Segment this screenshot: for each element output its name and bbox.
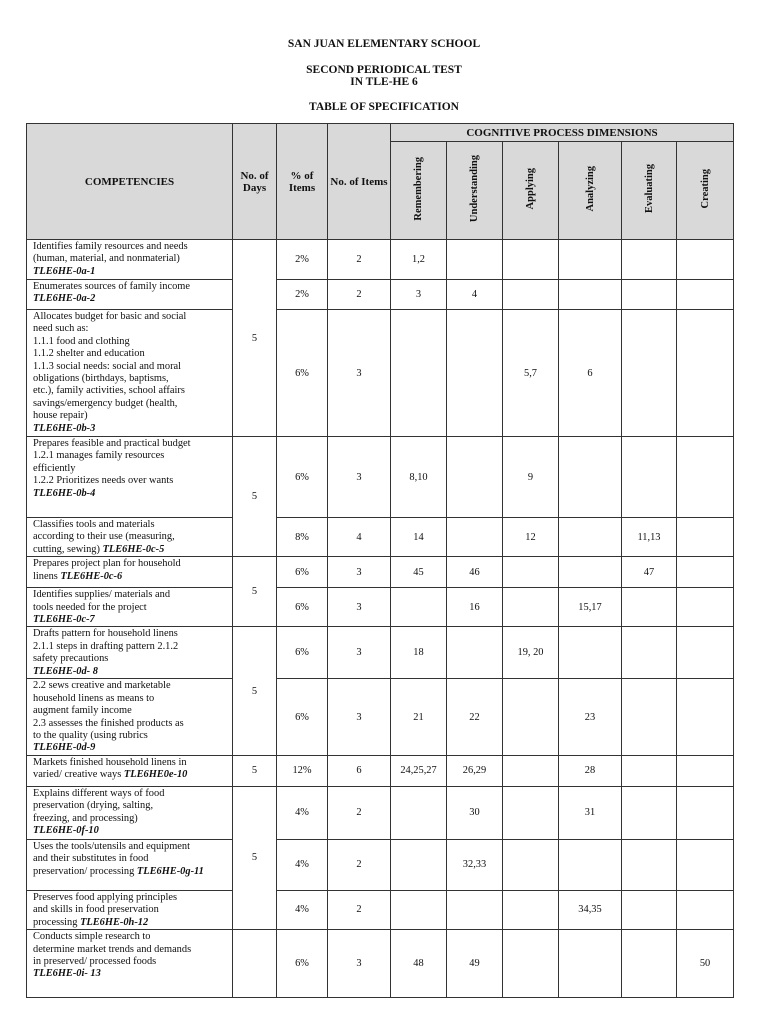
evaluating-cell [622,280,677,310]
percent-cell: 6% [277,310,328,437]
applying-cell [503,930,559,998]
competency-text: augment family income [33,705,132,717]
competency-cell [27,240,233,280]
competency-code: TLE6HE-0h-12 [80,916,149,928]
competency-text: savings/emergency budget (health, [33,397,178,409]
remembering-label: Remembering [413,157,424,221]
competency-code: TLE6HE-0d- 8 [33,665,98,677]
competency-text: 2.2 sews creative and marketable [33,680,171,692]
evaluating-cell: 11,13 [622,518,677,557]
competency-text: household linens as means to [33,692,155,704]
remembering-cell: 24,25,27 [391,755,447,786]
evaluating-cell [622,890,677,929]
days-cell: 5 [233,557,277,627]
evaluating-cell [622,930,677,998]
remembering-cell: 3 [391,280,447,310]
remembering-cell: 14 [391,518,447,557]
understanding-label: Understanding [469,155,480,223]
competency-text: in preserved/ processed foods [33,955,157,967]
school-name: SAN JUAN ELEMENTARY SCHOOL [287,38,481,50]
competency-text: need such as: [33,323,89,335]
analyzing-cell [559,437,622,518]
creating-cell [677,240,734,280]
understanding-cell: 49 [447,930,503,998]
table-row [27,755,734,786]
competency-text: etc.), family activities, school affairs [33,385,185,397]
competency-code: TLE6HE-0f-10 [33,825,99,837]
remembering-cell [391,310,447,437]
competency-cell [27,679,233,755]
competency-text: efficiently [33,462,76,474]
competency-text: 1.1.1 food and clothing [33,335,130,347]
competency-text: Drafts pattern for household linens [33,628,178,640]
remembering-cell [391,839,447,890]
understanding-cell [447,890,503,929]
competency-cell [27,839,233,890]
remembering-cell: 1,2 [391,240,447,280]
remembering-cell: 45 [391,557,447,588]
competency-code: TLE6HE0e-10 [123,769,188,781]
evaluating-cell [622,627,677,679]
understanding-cell: 46 [447,557,503,588]
competency-text: Classifies tools and materials [33,519,155,530]
items-cell: 3 [328,930,391,998]
applying-cell: 9 [503,437,559,518]
competency-code: TLE6HE-0c-5 [102,543,165,555]
applying-cell [503,890,559,929]
percent-cell: 4% [277,839,328,890]
creating-cell [677,679,734,755]
percent-cell: 4% [277,786,328,839]
creating-cell [677,890,734,929]
table-row [27,518,734,557]
table-row [27,437,734,518]
items-cell: 2 [328,240,391,280]
applying-cell: 5,7 [503,310,559,437]
table-row [27,786,734,839]
percent-cell: 2% [277,280,328,310]
percent-cell: 6% [277,557,328,588]
days-cell: 5 [233,437,277,557]
items-cell: 3 [328,437,391,518]
competency-cell [27,930,233,998]
days-cell: 5 [233,755,277,786]
evaluating-cell [622,437,677,518]
competency-text: Identifies supplies/ materials and [33,589,171,601]
competency-cell [27,786,233,839]
table-row [27,679,734,755]
creating-label: Creating [699,169,711,209]
items-cell: 3 [328,679,391,755]
competency-text: cutting, sewing) [33,543,100,555]
applying-label: Applying [525,168,536,210]
creating-cell [677,755,734,786]
understanding-cell: 26,29 [447,755,503,786]
items-cell: 2 [328,890,391,929]
creating-cell [677,437,734,518]
competency-text: 1.1.3 social needs: social and moral [33,360,182,372]
test-subject: IN TLE-HE 6 [350,76,418,88]
percent-cell: 6% [277,627,328,679]
table-row [27,240,734,280]
items-cell: 3 [328,557,391,588]
competency-cell [27,755,233,786]
analyzing-cell [559,627,622,679]
understanding-header [447,142,503,240]
applying-cell [503,755,559,786]
analyzing-cell: 34,35 [559,890,622,929]
days-cell [233,930,277,998]
competency-cell [27,518,233,557]
remembering-cell [391,890,447,929]
competency-code: TLE6HE-0i- 13 [33,968,101,980]
items-header: No. of Items [328,124,391,240]
competency-code: TLE6HE-0a-2 [33,293,96,305]
test-title: SECOND PERIODICAL TEST [306,64,462,76]
table-row [27,588,734,627]
items-cell: 3 [328,310,391,437]
competency-text: Preserves food applying principles [33,891,177,903]
days-cell: 5 [233,240,277,437]
analyzing-cell [559,280,622,310]
competency-text: and their substitutes in food [33,853,149,865]
evaluating-cell [622,786,677,839]
competency-text: varied/ creative ways [33,769,122,781]
evaluating-cell [622,310,677,437]
analyzing-cell: 31 [559,786,622,839]
competency-code: TLE6HE-0c-7 [33,614,95,626]
remembering-header [391,142,447,240]
competency-text: Enumerates sources of family income [33,281,190,292]
competency-text: Identifies family resources and needs [33,241,188,252]
competency-cell [27,627,233,679]
competency-text: 2.1.1 steps in drafting pattern 2.1.2 [33,640,179,652]
competency-text: 1.1.2 shelter and education [33,348,145,360]
table-body [27,240,734,998]
table-row [27,890,734,929]
days-cell: 5 [233,786,277,929]
table-row [27,627,734,679]
competency-text: Markets finished household linens in [33,756,187,768]
items-cell: 3 [328,627,391,679]
competency-code: TLE6HE-0b-3 [33,422,96,434]
percent-cell: 6% [277,930,328,998]
competency-text: linens [33,570,58,582]
understanding-cell [447,518,503,557]
cognitive-dimensions-header: COGNITIVE PROCESS DIMENSIONS [391,124,734,142]
evaluating-header [622,142,677,240]
competency-code: TLE6HE-0c-6 [60,570,123,582]
applying-cell [503,786,559,839]
competency-text: preservation (drying, salting, [33,800,154,812]
analyzing-cell: 28 [559,755,622,786]
competency-text: to the quality (using rubrics [33,730,148,742]
applying-cell [503,679,559,755]
competency-text: determine market trends and demands [33,943,192,955]
analyzing-cell: 23 [559,679,622,755]
analyzing-cell: 15,17 [559,588,622,627]
applying-cell [503,557,559,588]
table-row [27,930,734,998]
understanding-cell [447,310,503,437]
evaluating-cell [622,588,677,627]
understanding-cell: 30 [447,786,503,839]
table-row [27,280,734,310]
creating-cell [677,786,734,839]
competency-text: processing [33,916,78,928]
analyzing-label: Analyzing [584,166,596,212]
creating-cell [677,310,734,437]
competency-code: TLE6HE-0a-1 [33,265,96,277]
percent-cell: 8% [277,518,328,557]
competency-text: 1.2.1 manages family resources [33,450,165,462]
days-header: No. of Days [233,124,277,240]
analyzing-cell: 6 [559,310,622,437]
competency-text: (human, material, and nonmaterial) [33,253,180,265]
table-row [27,557,734,588]
applying-cell [503,839,559,890]
percent-cell: 6% [277,437,328,518]
creating-cell [677,557,734,588]
evaluating-cell [622,240,677,280]
items-cell: 2 [328,786,391,839]
percent-cell: 12% [277,755,328,786]
analyzing-cell [559,839,622,890]
competency-text: Conducts simple research to [33,931,151,943]
understanding-cell [447,627,503,679]
creating-header [677,142,734,240]
competency-text: safety precautions [33,653,109,665]
percent-cell: 2% [277,240,328,280]
evaluating-cell [622,839,677,890]
competency-cell [27,280,233,310]
competency-text: preservation/ processing [33,865,135,877]
applying-cell [503,280,559,310]
remembering-cell: 21 [391,679,447,755]
analyzing-cell [559,518,622,557]
understanding-cell: 4 [447,280,503,310]
applying-cell [503,240,559,280]
remembering-cell: 48 [391,930,447,998]
remembering-cell [391,588,447,627]
percent-cell: 6% [277,588,328,627]
competency-text: house repair) [33,410,88,422]
creating-cell [677,280,734,310]
competency-code: TLE6HE-0g-11 [136,865,204,877]
competency-text: 2.3 assesses the finished products as [33,717,184,729]
remembering-cell: 8,10 [391,437,447,518]
days-cell: 5 [233,627,277,755]
remembering-cell [391,786,447,839]
competency-text: Prepares project plan for household [33,558,181,570]
applying-header [503,142,559,240]
competency-code: TLE6HE-0b-4 [33,487,96,499]
creating-cell [677,627,734,679]
percent-cell: 6% [277,679,328,755]
analyzing-cell [559,930,622,998]
competency-text: and skills in food preservation [33,904,159,916]
competency-cell [27,890,233,929]
remembering-cell: 18 [391,627,447,679]
applying-cell [503,588,559,627]
competency-text: freezing, and processing) [33,812,138,824]
evaluating-cell: 47 [622,557,677,588]
creating-cell [677,518,734,557]
items-cell: 4 [328,518,391,557]
competency-cell [27,588,233,627]
table-row [27,310,734,437]
competency-code: TLE6HE-0d-9 [33,742,96,754]
creating-cell [677,588,734,627]
items-cell: 6 [328,755,391,786]
competencies-header: COMPETENCIES [27,124,233,240]
percent-header: % of Items [277,124,328,240]
table-title: TABLE OF SPECIFICATION [309,101,459,113]
competency-text: tools needed for the project [33,601,147,613]
evaluating-cell [622,679,677,755]
understanding-cell: 16 [447,588,503,627]
creating-cell [677,839,734,890]
applying-cell: 19, 20 [503,627,559,679]
applying-cell: 12 [503,518,559,557]
competency-text: according to their use (measuring, [33,531,175,543]
creating-cell: 50 [677,930,734,998]
analyzing-header [559,142,622,240]
analyzing-cell [559,557,622,588]
table-row [27,839,734,890]
competency-cell [27,557,233,588]
understanding-cell [447,240,503,280]
competency-text: Allocates budget for basic and social [33,311,187,322]
understanding-cell [447,437,503,518]
items-cell: 2 [328,280,391,310]
evaluating-label: Evaluating [643,164,655,214]
items-cell: 3 [328,588,391,627]
understanding-cell: 32,33 [447,839,503,890]
competency-cell [27,437,233,518]
competency-cell [27,310,233,437]
competency-text: Uses the tools/utensils and equipment [33,840,190,852]
competency-text: obligations (birthdays, baptisms, [33,373,169,385]
understanding-cell: 22 [447,679,503,755]
competency-text: Prepares feasible and practical budget [33,438,191,449]
competency-text: Explains different ways of food [33,787,165,799]
evaluating-cell [622,755,677,786]
items-cell: 2 [328,839,391,890]
specification-table [26,123,734,998]
percent-cell: 4% [277,890,328,929]
analyzing-cell [559,240,622,280]
competency-text: 1.2.2 Prioritizes needs over wants [33,475,174,487]
